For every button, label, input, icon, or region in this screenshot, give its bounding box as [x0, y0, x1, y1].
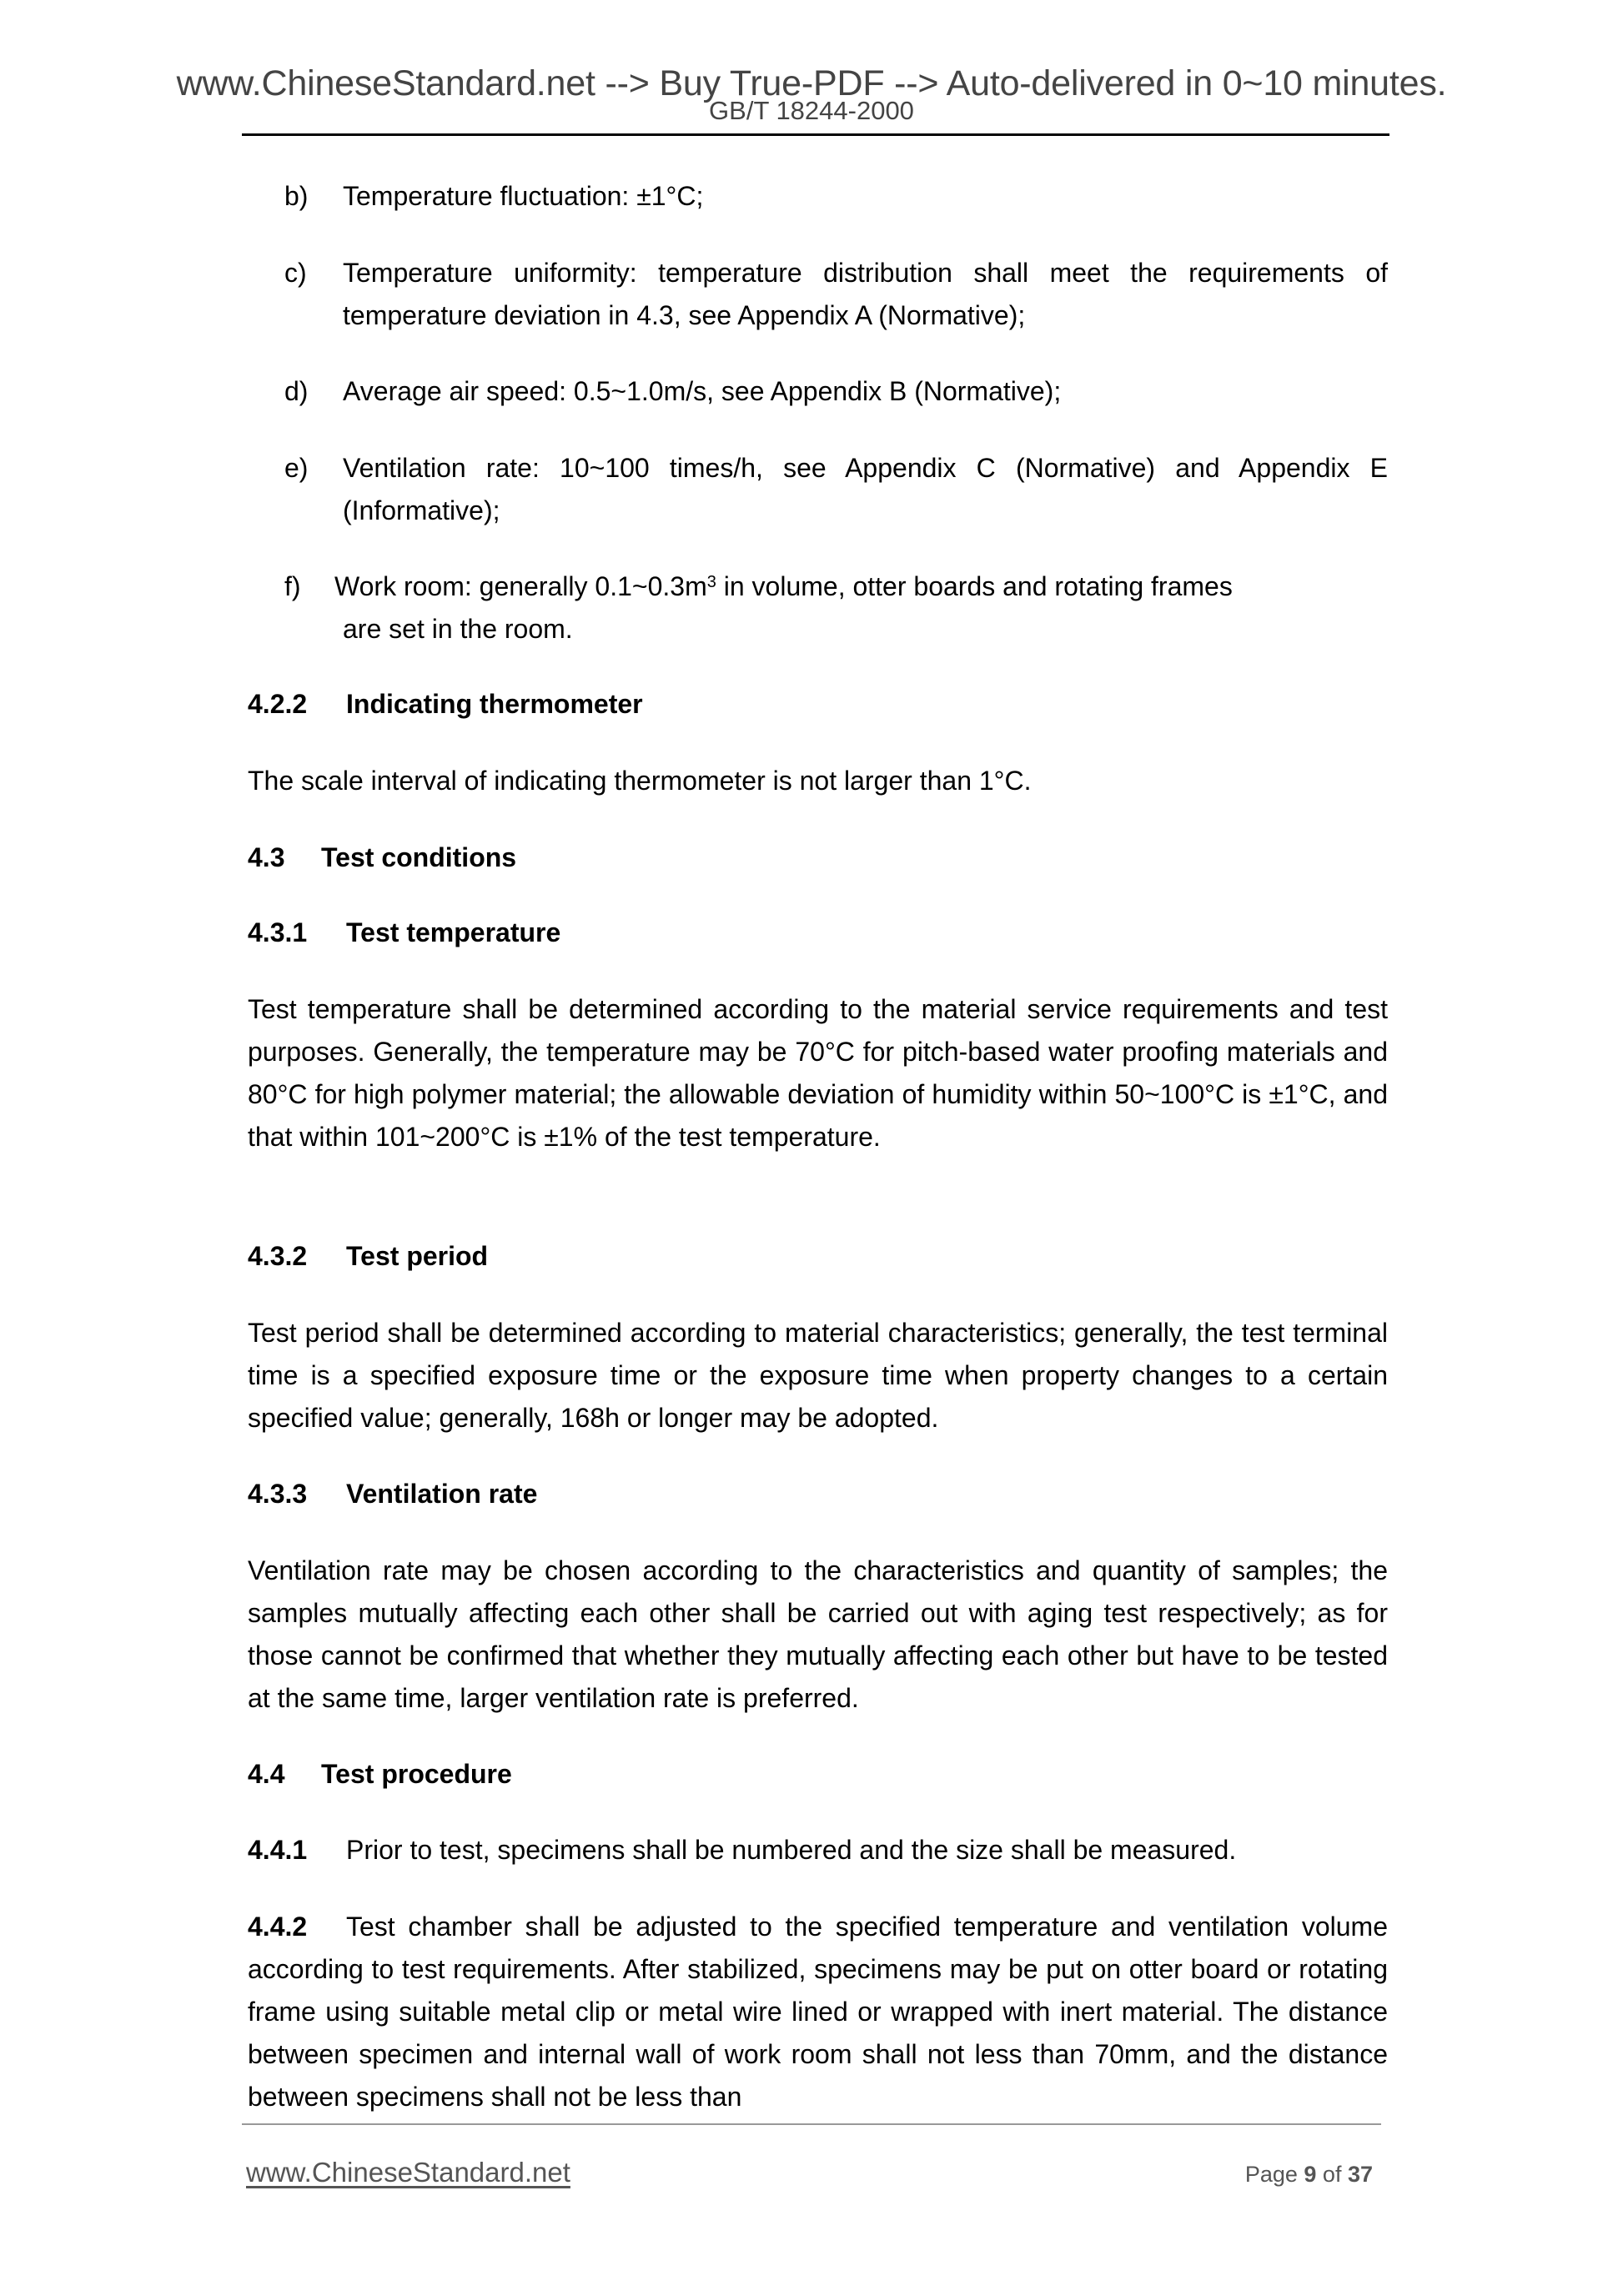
section-number: 4.4 — [248, 1759, 285, 1789]
list-text: Ventilation rate: 10~100 times/h, see Appendix C (Normative) and Appendix E (Informative); — [343, 453, 1388, 525]
list-marker: e) — [284, 453, 309, 483]
heading-4-3-3 — [248, 1473, 1388, 1515]
paragraph-4-4-2 — [248, 1906, 1388, 2118]
standard-code: GB/T 18244-2000 — [709, 96, 914, 125]
heading-4-3-2 — [248, 1235, 1388, 1278]
list-text: Average air speed: 0.5~1.0m/s, see Appendix B (Normative); — [343, 376, 1062, 406]
section-title: Test procedure — [321, 1759, 512, 1789]
list-text: Temperature uniformity: temperature distribution shall meet the requirements of temperature deviation in 4.3, see Appendix A (Normative); — [343, 258, 1388, 330]
section-title: Test conditions — [321, 842, 517, 872]
heading-4-4 — [248, 1753, 1388, 1796]
list-item-d — [248, 370, 1388, 413]
list-marker: b) — [284, 181, 309, 211]
heading-4-3 — [248, 837, 1388, 879]
page-current: 9 — [1304, 2162, 1317, 2187]
section-number: 4.4.2 — [248, 1912, 308, 1942]
list-item-e — [248, 447, 1388, 532]
section-number: 4.2.2 — [248, 689, 308, 719]
footer-divider — [242, 2123, 1381, 2125]
list-item-c — [248, 252, 1388, 337]
list-marker: d) — [284, 376, 309, 406]
list-item-b — [248, 175, 1388, 218]
paragraph-4-3-2: Test period shall be determined according to material characteristics; generally, the test terminal time is a specified exposure time or the exposure time when property changes to a certain specified value; generally, 168h or longer may be adopted. — [248, 1318, 1388, 1433]
section-title: Test period — [346, 1241, 489, 1271]
section-number: 4.3.1 — [248, 917, 308, 947]
section-number: 4.3 — [248, 842, 285, 872]
list-text: Work room: generally $0.1\sim 0.3m^3$ in volume, otter boards and rotating frames are set in the room. — [334, 571, 1233, 644]
list-marker: c) — [284, 258, 307, 288]
superscript-exponent: 3 — [706, 573, 716, 592]
section-number: 4.4.1 — [248, 1835, 308, 1865]
header-divider — [242, 133, 1389, 136]
heading-4-2-2 — [248, 683, 1388, 726]
section-title: Ventilation rate — [346, 1479, 538, 1509]
list-text: Temperature fluctuation: ±1°C; — [343, 181, 704, 211]
header-banner: www.ChineseStandard.net --> Buy True-PDF --> Auto-delivered in 0~10 minutes. — [176, 63, 1447, 103]
list-marker: f) — [284, 571, 301, 601]
page-total: 37 — [1347, 2162, 1373, 2187]
section-number: 4.3.2 — [248, 1241, 308, 1271]
paragraph-4-3-3: Ventilation rate may be chosen according to the characteristics and quantity of samples; the samples mutually affecting each other shall be carried out with aging test respectively; as for those cannot be confirmed that whether they mutually affecting each other but have to be tested at the same time, larger ventilation rate is preferred. — [248, 1555, 1388, 1713]
section-body: Test chamber shall be adjusted to the specified temperature and ventilation volume according to test requirements. After stabilized, specimens may be put on otter board or rotating frame using suitable metal clip or metal wire lined or wrapped with inert material. The distance between specimen and internal wall of work room shall not less than 70mm, and the distance between specimens shall not be less than — [248, 1912, 1388, 2112]
heading-4-3-1 — [248, 912, 1388, 954]
section-title: Test temperature — [346, 917, 561, 947]
paragraph-4-3-1: Test temperature shall be determined according to the material service requirements and test purposes. Generally, the temperature may be 70°C for pitch-based water proofing materials and 80°C for high polymer material; the allowable deviation of humidity within 50~100°C is ±1°C, and that within 101~200°C is ±1% of the test temperature. — [248, 994, 1388, 1152]
paragraph-4-2-2: The scale interval of indicating thermometer is not larger than 1°C. — [248, 766, 1032, 796]
paragraph-4-4-1 — [248, 1829, 1388, 1871]
section-body: Prior to test, specimens shall be numbered and the size shall be measured. — [346, 1835, 1237, 1865]
page-indicator: Page 9 of 37 — [1244, 2162, 1373, 2187]
section-number: 4.3.3 — [248, 1479, 308, 1509]
list-item-f — [248, 565, 1388, 651]
footer-site-link[interactable]: www.ChineseStandard.net — [246, 2157, 570, 2188]
section-title: Indicating thermometer — [346, 689, 643, 719]
